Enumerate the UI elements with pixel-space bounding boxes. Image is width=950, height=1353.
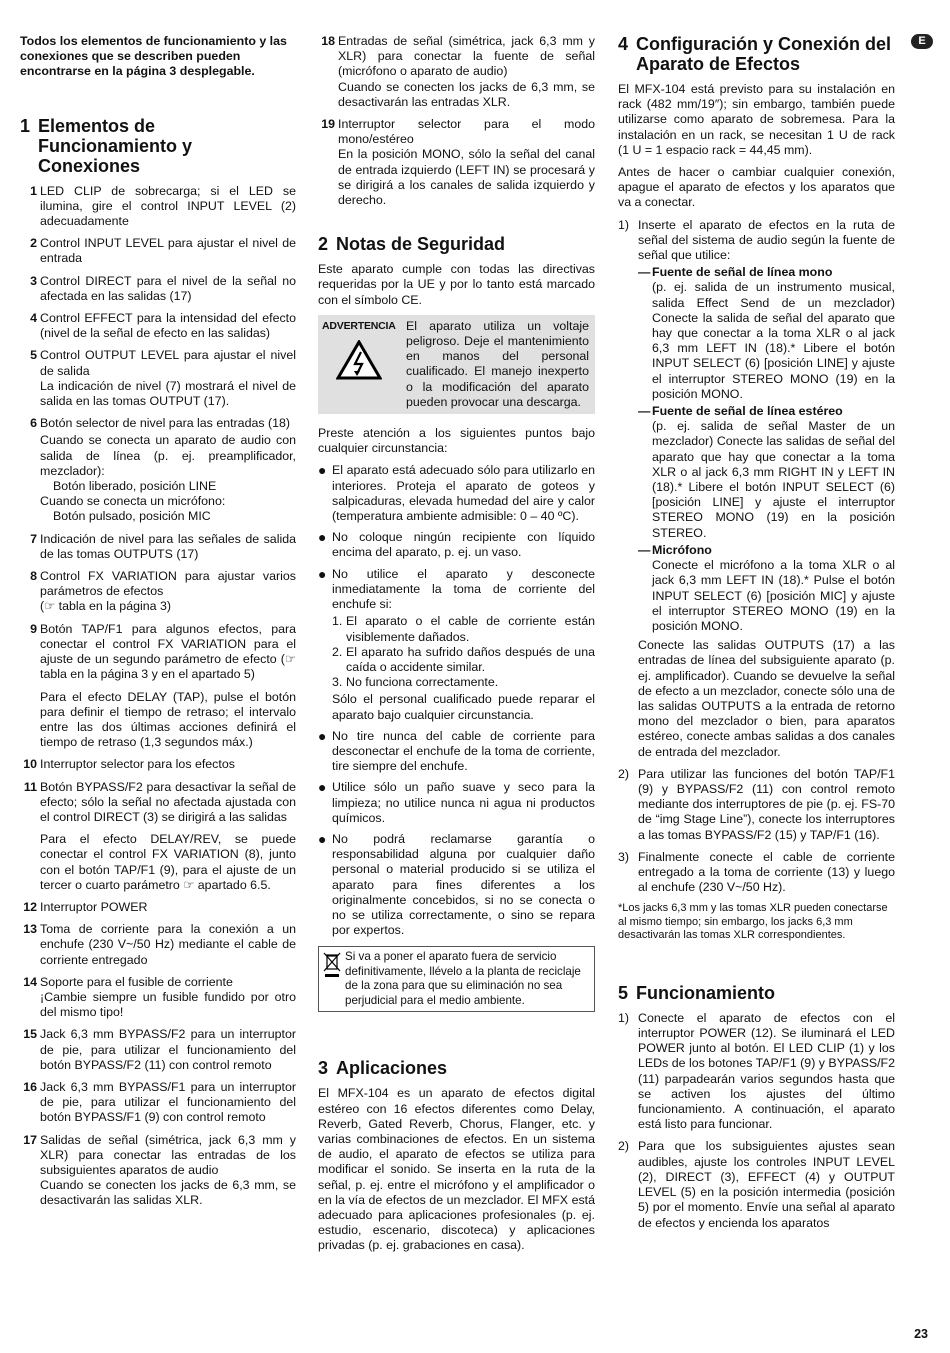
- item-text: Interruptor selector para el modo mono/estéreo: [338, 117, 595, 147]
- bullet-body: [332, 729, 595, 775]
- item-number: 19: [321, 117, 335, 132]
- item-text: Soporte para el fusible de corriente: [40, 974, 233, 989]
- signal-source: [638, 543, 895, 634]
- signal-source-body: [652, 404, 895, 541]
- recycling-notice: [318, 946, 595, 1012]
- item-number: 10: [23, 757, 37, 772]
- condition-number: 1.: [332, 614, 343, 629]
- item-text: Indicación de nivel para las señales de salida de las tomas OUTPUTS (17): [40, 531, 296, 561]
- item-text: Control OUTPUT LEVEL para ajustar el nivel de salida: [40, 348, 296, 378]
- control-item: [20, 757, 296, 772]
- item-number: 12: [23, 899, 37, 914]
- bullet-after: Sólo el personal cualificado puede reparar el aparato bajo cualquier circunstancia.: [332, 692, 595, 722]
- control-item: [20, 1080, 296, 1126]
- operation-step-1: [618, 1011, 895, 1133]
- bullet-dot-icon: ●: [318, 462, 327, 479]
- bullet-dot-icon: ●: [318, 830, 327, 847]
- item-sub: Cuando se conecta un micrófono:: [40, 494, 226, 509]
- condition-number: 3.: [332, 675, 343, 690]
- section-5-heading: [618, 983, 895, 1003]
- setup-step-3: [618, 850, 895, 896]
- language-badge: E: [911, 34, 933, 49]
- condition-text: No funciona correctamente.: [346, 675, 499, 690]
- item-number: 1: [30, 183, 37, 198]
- condition-number: 2.: [332, 644, 343, 659]
- section-number: 4: [618, 34, 629, 54]
- section-number: 1: [20, 115, 31, 136]
- page-number: 23: [914, 1327, 928, 1341]
- item-text: Toma de corriente para la conexión a un enchufe (230 V~/50 Hz) mediante el cable de corriente entregado: [40, 922, 296, 967]
- control-item: [20, 622, 296, 751]
- control-item: [20, 922, 296, 968]
- step-text: Para utilizar las funciones del botón TAP/F1 (9) y BYPASS/F2 (11) con control remoto mediante dos interruptores de pie (p. ej. FS-70 de “img Stage Line”), conecte los interruptores a las tomas BYPASS/F2 (15) y TAP/F1 (16).: [638, 766, 895, 842]
- item-body: [40, 274, 296, 304]
- item-extra: (☞ tabla en la página 3): [40, 599, 171, 614]
- item-extra: Cuando se conecten los jacks de 6,3 mm, se desactivarán las salidas XLR.: [40, 1178, 296, 1208]
- safety-intro-text: Este aparato cumple con todas las directivas requeridas por la UE y por lo tanto está marcado con el símbolo CE.: [318, 262, 595, 307]
- recycling-text: Si va a poner el aparato fuera de servicio definitivamente, llévelo a la planta de reciclaje de la zona para que su eliminación no sea perjudicial para el medio ambiente.: [345, 950, 581, 1007]
- condition-text: El aparato o el cable de corriente están visiblemente dañados.: [346, 614, 595, 644]
- controls-list: [20, 184, 296, 1209]
- signal-source: [638, 265, 895, 402]
- dash-mark: —: [638, 542, 651, 557]
- item-body: [40, 757, 296, 772]
- crossed-bin-icon: [323, 950, 345, 1008]
- column-3: [618, 34, 895, 1238]
- item-text: Botón BYPASS/F2 para desactivar la señal de efecto; sólo la señal no afectada ajustada con el control DIRECT (3) se dirigirá a las salidas: [40, 779, 296, 824]
- control-item: [20, 1027, 296, 1073]
- item-sub: Cuando se conecta un aparato de audio con salida de línea (p. ej. preamplificador, mezclador):: [40, 433, 296, 478]
- safety-bullet: [318, 567, 595, 723]
- bullet-text: No tire nunca del cable de corriente para desconectar el enchufe de la toma de corriente, tire siempre del enchufe.: [332, 728, 595, 774]
- control-item: [20, 532, 296, 562]
- item-number: 15: [23, 1027, 37, 1042]
- controls-list-continued: [318, 34, 595, 208]
- item-text: Control DIRECT para el nivel de la señal no afectada en las salidas (17): [40, 273, 296, 303]
- section-1-heading: [20, 116, 296, 176]
- bullet-body: [332, 567, 595, 723]
- item-text: LED CLIP de sobrecarga; si el LED se ilumina, gire el control INPUT LEVEL (2) adecuadamente: [40, 183, 296, 229]
- condition-item: [332, 614, 595, 644]
- control-item: [20, 348, 296, 409]
- bullet-dot-icon: ●: [318, 727, 327, 744]
- item-number: 18: [321, 34, 335, 48]
- section-2-heading: [318, 234, 595, 254]
- warning-title: ADVERTENCIA: [322, 319, 396, 332]
- safety-bullet: [318, 832, 595, 938]
- item-extra: En la posición MONO, sólo la señal del canal de entrada izquierdo (LEFT IN) se procesará y se dirigirá a los canales de salida izquierdo y derecho.: [338, 147, 595, 208]
- control-item: [20, 416, 296, 524]
- bullet-dot-icon: ●: [318, 779, 327, 796]
- signal-source-body: [652, 265, 895, 402]
- bullet-body: [332, 530, 595, 560]
- condition-text: El aparato ha sufrido daños después de una caída o accidente similar.: [346, 644, 595, 674]
- safety-bullet: [318, 780, 595, 826]
- control-item: [20, 184, 296, 230]
- column-2: [318, 34, 595, 1261]
- control-item: [20, 900, 296, 915]
- item-text: Botón selector de nivel para las entradas (18): [40, 416, 291, 431]
- step-text: Inserte el aparato de efectos en la ruta de señal del sistema de audio según la fuente de señal que utilice:: [638, 217, 895, 263]
- condition-item: [332, 675, 595, 690]
- dash-mark: —: [638, 265, 651, 280]
- item-body: [40, 236, 296, 266]
- bullet-text: No podrá reclamarse garantía o responsabilidad alguna por cualquier daño personal o material producido si se utiliza el aparato para fines diferentes a los originalmente concebidos, si no se conecta o no se utiliza correctamente, o sino se repara por expertos.: [332, 831, 595, 938]
- item-number: 11: [23, 779, 37, 794]
- control-item: [20, 569, 296, 615]
- item-body: [40, 900, 296, 915]
- bullet-text: Utilice sólo un paño suave y seco para la limpieza; no utilice nunca ni agua ni productos químicos.: [332, 780, 595, 825]
- setup-para-2: Antes de hacer o cambiar cualquier conexión, apague el aparato de efectos y los aparatos que va a conectar.: [618, 165, 895, 210]
- item-body: [40, 922, 296, 968]
- item-number: 13: [23, 922, 37, 937]
- bullet-text: El aparato está adecuado sólo para utilizarlo en interiores. Proteja el aparato de goteos y salpicaduras, elevada humedad del aire y calor (temperatura ambiente admisible: 0 – 40 ºC).: [332, 463, 595, 524]
- safety-bullet: [318, 463, 595, 524]
- item-body: [40, 569, 296, 615]
- control-item: [20, 975, 296, 1021]
- item-extra: ¡Cambie siempre un fusible fundido por otro del mismo tipo!: [40, 989, 296, 1020]
- item-number: 3: [30, 273, 37, 288]
- column-1: [20, 34, 296, 1216]
- item-extra: La indicación de nivel (7) mostrará el nivel de salida en las tomas OUTPUT (17).: [40, 378, 296, 409]
- bullet-dot-icon: ●: [318, 565, 327, 582]
- bullet-text: No utilice el aparato y desconecte inmediatamente la toma de corriente del enchufe si:: [332, 566, 595, 612]
- attention-text: Preste atención a los siguientes puntos bajo cualquier circunstancia:: [318, 426, 595, 456]
- control-item: [318, 34, 595, 110]
- section-title: Configuración y Conexión del Aparato de Efectos: [636, 34, 892, 74]
- section-number: 3: [318, 1058, 329, 1079]
- item-body: [40, 348, 296, 409]
- item-body: [40, 1027, 296, 1073]
- item-sub-detail: Botón liberado, posición LINE: [53, 479, 217, 494]
- setup-step-1: [618, 218, 895, 760]
- section-3-heading: [318, 1058, 595, 1078]
- safety-intro: [318, 262, 595, 308]
- section-title: Aplicaciones: [336, 1058, 448, 1079]
- section-title: Notas de Seguridad: [336, 234, 506, 255]
- step-number: 2): [618, 1139, 630, 1154]
- item-text: Jack 6,3 mm BYPASS/F2 para un interruptor de pie, para utilizar el funcionamiento del botón BYPASS/F2 (11) con control remoto: [40, 1027, 296, 1072]
- item-number: 9: [30, 621, 37, 636]
- control-item: [20, 274, 296, 304]
- footnote: *Los jacks 6,3 mm y las tomas XLR pueden conectarse al mismo tiempo; sin embargo, los jacks 6,3 mm desactivarán las tomas XLR correspondientes.: [618, 902, 888, 942]
- item-body: [40, 311, 296, 341]
- safety-bullets: [318, 463, 595, 938]
- step-text: Para que los subsiguientes ajustes sean audibles, ajuste los controles INPUT LEVEL (2), DIRECT (3), EFFECT (4) y OUTPUT LEVEL (5) en la posición intermedia (posición 5) por el momento. Envíe una señal al aparato de efectos y encienda los aparatos: [638, 1139, 895, 1230]
- numbered-conditions: [332, 614, 595, 690]
- bullet-body: [332, 780, 595, 826]
- warning-text: El aparato utiliza un voltaje peligroso. Deje el mantenimiento en manos del personal cualificado. El manejo inexperto o la modificación del aparato pueden provocar una descarga.: [406, 318, 589, 409]
- section-number: 2: [318, 234, 329, 255]
- section-title: Elementos de Funcionamiento y Conexiones: [38, 115, 193, 176]
- item-text: Jack 6,3 mm BYPASS/F1 para un interruptor de pie, para utilizar el funcionamiento del botón BYPASS/F1 (9) con control remoto: [40, 1079, 296, 1125]
- signal-source-text: (p. ej. salida de un instrumento musical, salida Effect Send de un mezclador) Conecte la salida de señal del aparato que hay que conectar a la toma XLR o al jack 6,3 mm LEFT IN (18).* Libere el botón INPUT SELECT (6) [posición LINE] y ajuste el interruptor STEREO MONO (19) en la posición MONO.: [652, 280, 895, 401]
- item-number: 6: [30, 416, 37, 431]
- item-number: 5: [30, 348, 37, 363]
- control-item: [20, 1133, 296, 1209]
- warning-box: [318, 315, 595, 414]
- operation-step-2: [618, 1139, 895, 1230]
- item-text: Interruptor selector para los efectos: [40, 757, 235, 772]
- item-body: [40, 532, 296, 562]
- step-number: 2): [618, 766, 630, 781]
- step-text: Conecte el aparato de efectos con el interruptor POWER (12). Se iluminará el LED POWER junto al botón. El LED CLIP (1) y los LEDs de los botones TAP/F1 (9) y BYPASS/F2 (11) parpadearán varios segundos hasta que se activen los ajustes del último funcionamiento. A continuación, el aparato está listo para funcionar.: [638, 1010, 895, 1132]
- condition-item: [332, 645, 595, 675]
- item-text: Control FX VARIATION para ajustar varios parámetros de efectos: [40, 569, 296, 599]
- control-item: [20, 311, 296, 341]
- signal-source-list: [638, 265, 895, 634]
- item-text: Entradas de señal (simétrica, jack 6,3 mm y XLR) para conectar la fuente de señal (micrófono o aparato de audio): [338, 34, 595, 79]
- applications-text: El MFX-104 es un aparato de efectos digital estéreo con 16 efectos diferentes como Delay, Reverb, Gated Reverb, Chorus, Flanger, etc. y varias combinaciones de efectos. En un sistema de audio, el aparato de efectos se utiliza para modificar el sonido. Se inserta en la ruta de la señal, p. ej. entre el micrófono y el amplificador o en la vía de efectos de un mezclador. El MFX está adecuado para aplicaciones profesionales (p. ej. estudio, escenario, discoteca) y aplicaciones privadas (p. ej. grabaciones en casa).: [318, 1086, 595, 1253]
- signal-source-text: (p. ej. salida de señal Master de un mezclador) Conecte las salidas de señal del aparato que hay que conectar a la toma XLR o al jack 6,3 mm RIGHT IN y LEFT IN (18).* Libere el botón INPUT SELECT (6) [posición LINE] y ajuste el interruptor STEREO MONO (19) en la posición STEREO.: [652, 419, 895, 540]
- item-paragraph: Para el efecto DELAY (TAP), pulse el botón para definir el tiempo de retraso; el intervalo entre las dos últimas acciones definirá el tiempo de retraso (1,3 segundos máx.): [40, 689, 296, 750]
- signal-source: [638, 404, 895, 541]
- high-voltage-warning-icon: [336, 340, 382, 380]
- bullet-body: [332, 832, 595, 938]
- intro-text: Todos los elementos de funcionamiento y las conexiones que se describen pueden encontrarse en la página 3 desplegable.: [20, 34, 287, 79]
- item-body: [40, 184, 296, 230]
- signal-source-title: Micrófono: [652, 542, 712, 557]
- item-paragraph: Para el efecto DELAY/REV, se puede conectar el control FX VARIATION (8), junto con el botón TAP/F1 (9), para el ajuste de un tercer o cuarto parámetro ☞ apartado 6.5.: [40, 832, 296, 892]
- item-text: Control EFFECT para la intensidad del efecto (nivel de la señal de efecto en las salidas): [40, 311, 296, 341]
- control-item: [20, 236, 296, 266]
- signal-source-title: Fuente de señal de línea estéreo: [652, 404, 843, 419]
- item-body: [40, 1080, 296, 1126]
- step-number: 3): [618, 849, 630, 864]
- signal-source-body: [652, 543, 895, 634]
- item-body: [40, 780, 296, 893]
- item-body: [40, 975, 296, 1021]
- step-1-after: Conecte las salidas OUTPUTS (17) a las entradas de línea del subsiguiente aparato (p. ej. amplificador). Cuando se devuelve la señal de efecto a un mezclador, conecte sólo una de las salidas OUTPUTS a la entrada de retorno mono del mezclador o bien, para aparatos estéreo, conecte ambas salidas a dos canales de entrada del mezclador.: [638, 638, 895, 759]
- item-number: 16: [23, 1079, 37, 1094]
- item-sub-detail: Botón pulsado, posición MIC: [53, 509, 211, 524]
- setup-para-1: El MFX-104 está previsto para su instalación en rack (482 mm/19″); sin embargo, también puede utilizarse como aparato de sobremesa. Para la instalación en un rack, se necesitan 1 U de rack (1 U = 1 espacio rack = 44,45 mm).: [618, 82, 895, 157]
- control-item: [318, 117, 595, 208]
- item-text: Control INPUT LEVEL para ajustar el nivel de entrada: [40, 236, 296, 266]
- section-4-heading: [618, 34, 895, 74]
- setup-step-2: [618, 767, 895, 843]
- item-number: 14: [23, 974, 37, 989]
- item-body: [40, 1133, 296, 1209]
- step-text: Finalmente conecte el cable de corriente entregado a la toma de corriente (13) y luego al enchufe (230 V~/50 Hz).: [638, 849, 895, 895]
- dash-mark: —: [638, 404, 651, 419]
- step-number: 1): [618, 1010, 630, 1025]
- step-number: 1): [618, 217, 630, 232]
- item-number: 17: [23, 1132, 37, 1147]
- warning-label-area: [322, 319, 406, 410]
- signal-source-text: Conecte el micrófono a la toma XLR o al jack 6,3 mm LEFT IN (18).* Pulse el botón INPUT SELECT (6) [posición MIC] y ajuste el interruptor STEREO MONO (19) en la posición MONO.: [652, 558, 895, 633]
- item-body: [338, 117, 595, 208]
- safety-bullet: [318, 729, 595, 775]
- section-title: Funcionamiento: [636, 982, 775, 1003]
- section-number: 5: [618, 982, 629, 1003]
- safety-bullet: [318, 530, 595, 560]
- item-number: 4: [30, 311, 37, 326]
- control-item: [20, 780, 296, 893]
- item-extra: Cuando se conecten los jacks de 6,3 mm, se desactivarán las entradas XLR.: [338, 79, 595, 109]
- bullet-dot-icon: ●: [318, 529, 327, 546]
- item-text: Salidas de señal (simétrica, jack 6,3 mm y XLR) para conectar las entradas de los subsiguientes aparatos de audio: [40, 1132, 296, 1177]
- item-body: [40, 416, 296, 524]
- item-body: [40, 622, 296, 751]
- item-number: 8: [30, 569, 37, 584]
- item-text: Botón TAP/F1 para algunos efectos, para conectar el control FX VARIATION para el ajuste de un segundo parámetro de efecto (☞ tabla en la página 3 y en el apartado 5): [40, 621, 296, 682]
- item-number: 7: [30, 531, 37, 546]
- bullet-text: No coloque ningún recipiente con líquido encima del aparato, p. ej. un vaso.: [332, 530, 595, 560]
- bullet-body: [332, 463, 595, 524]
- item-text: Interruptor POWER: [40, 899, 148, 914]
- item-number: 2: [30, 236, 37, 251]
- item-body: [338, 34, 595, 110]
- signal-source-title: Fuente de señal de línea mono: [652, 265, 833, 280]
